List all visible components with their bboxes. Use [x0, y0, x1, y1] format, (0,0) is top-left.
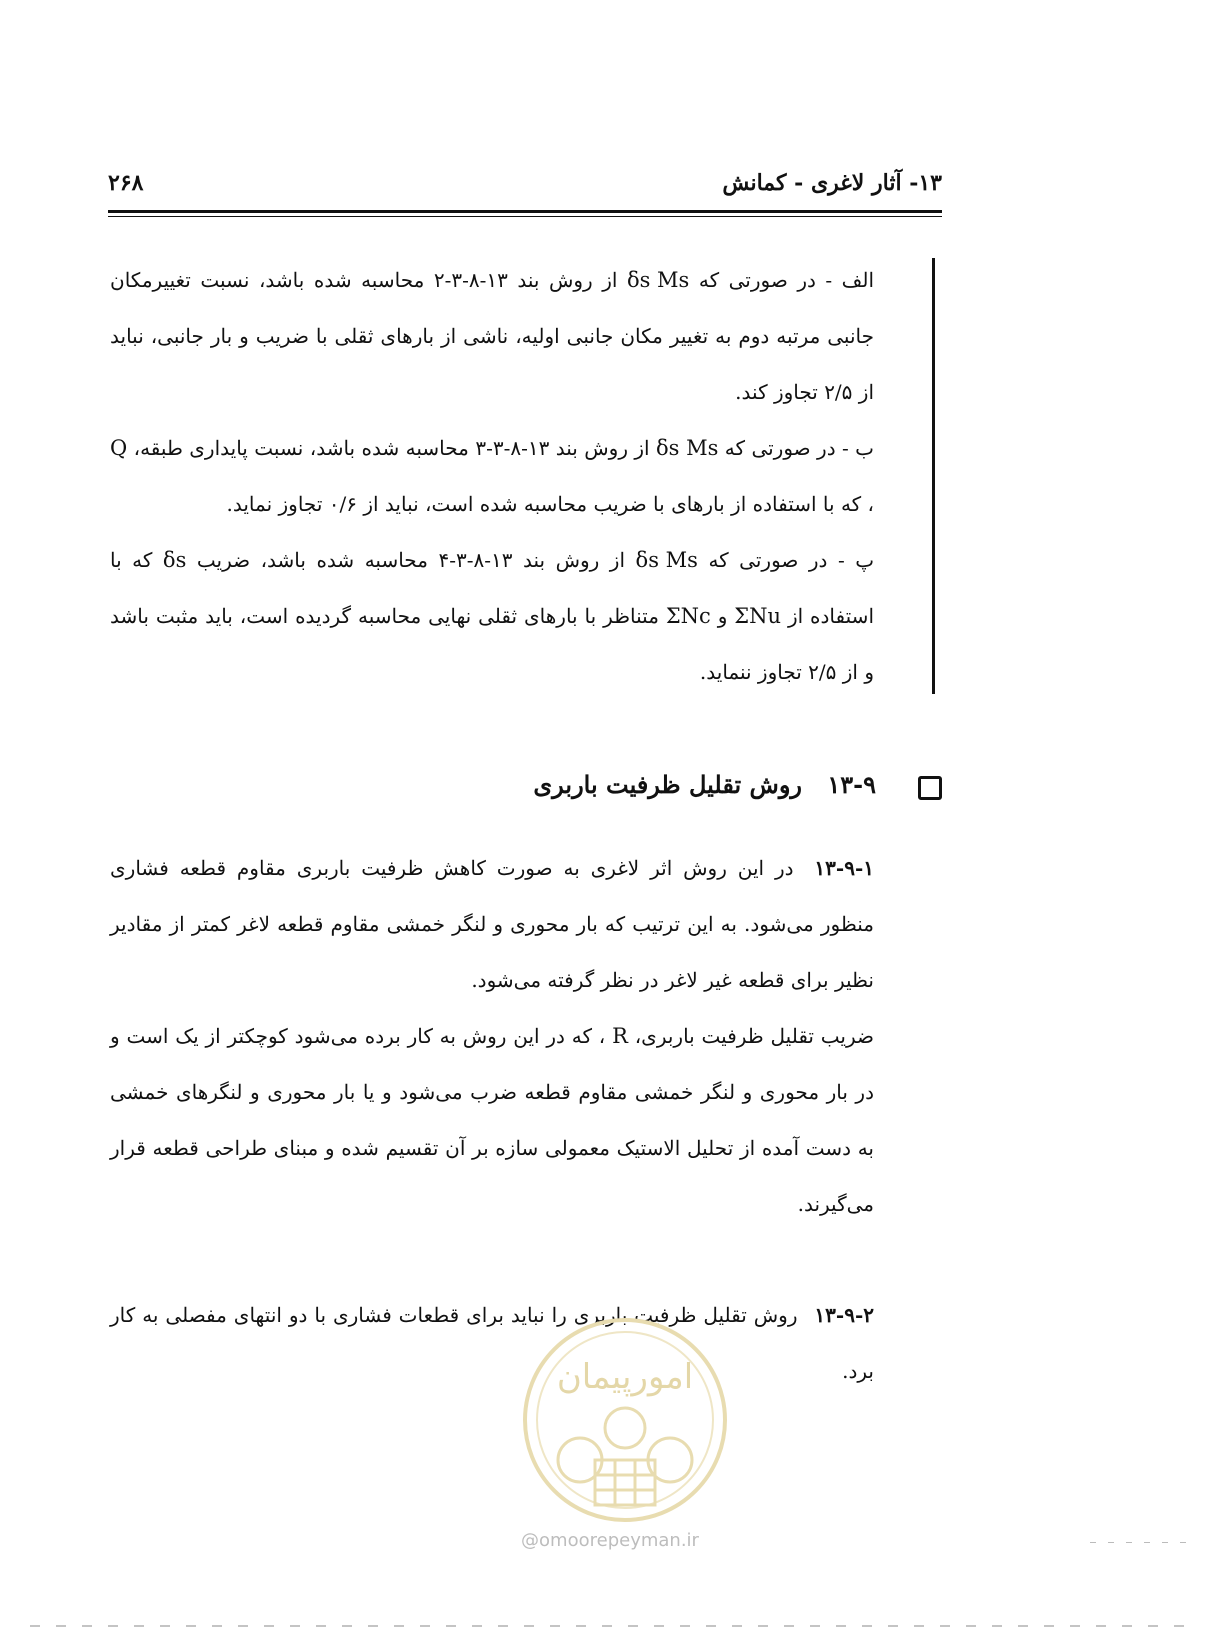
conditions-block — [110, 252, 874, 700]
condition-c — [110, 532, 874, 700]
watermark-stamp-logo — [520, 1310, 730, 1530]
condition-c-and: و — [717, 604, 728, 628]
scan-artifact — [1090, 1542, 1190, 1543]
clause-13-9-2-para — [110, 1287, 874, 1399]
page-header — [108, 170, 942, 200]
math-q: Q — [110, 436, 128, 460]
clause-text: روش تقلیل ظرفیت باربری را نباید برای قطعات فشاری با دو انتهای مفصلی به کار برد. — [110, 1303, 874, 1383]
clause-number: ۱۳-۹-۱ — [814, 856, 874, 880]
scan-artifact — [30, 1625, 1190, 1627]
math-delta-ms: δs Ms — [656, 436, 719, 460]
condition-c-lead: پ - در صورتی که — [708, 548, 875, 572]
condition-a-lead: الف - در صورتی که — [698, 268, 875, 292]
clause-13-9-1-para-2 — [110, 1008, 874, 1232]
page-number: ۲۶۸ — [108, 170, 144, 196]
header-rule-thin — [108, 216, 942, 217]
condition-c-text-2: که با استفاده از — [110, 548, 874, 628]
clause-13-9-2 — [110, 1287, 874, 1399]
condition-c-text: از روش بند ۱۳-۸-۳-۴ محاسبه شده باشد، ضریب — [196, 548, 626, 572]
condition-b — [110, 420, 874, 532]
math-sum-nu: ΣNu — [734, 604, 782, 628]
section-title: روش تقلیل ظرفیت باربری — [533, 770, 802, 799]
clause-text-rest: ، که در این روش به کار برده می‌شود کوچکتر از یک است و در بار محوری و لنگر خمشی مقاوم قطعه ضرب می‌شود و یا بار محوری و لنگرهای خمشی به دست آمده از تحلیل الاستیک معمولی سازه بر آن تقسیم شده و مبنای طراحی قطعه قرار می‌گیرند. — [110, 1024, 874, 1216]
change-bar — [932, 258, 935, 694]
math-delta-s: δs — [162, 548, 187, 572]
math-delta-ms: δs Ms — [626, 268, 690, 292]
clause-13-9-1-para-1 — [110, 840, 874, 1008]
math-delta-ms: δs Ms — [635, 548, 698, 572]
math-r: R — [612, 1024, 628, 1048]
section-heading — [430, 770, 942, 810]
header-rule-thick — [108, 210, 942, 213]
condition-b-lead: ب - در صورتی که — [724, 436, 875, 460]
section-number: ۱۳-۹ — [827, 770, 876, 799]
condition-c-text-end: متناظر با بارهای ثقلی نهایی محاسبه گردیده است، باید مثبت باشد و از ۲/۵ تجاوز ننماید. — [110, 604, 874, 684]
checkbox-square-icon — [918, 776, 942, 800]
condition-a-text: از روش بند ۱۳-۸-۳-۲ محاسبه شده باشد، نسبت تغییرمکان جانبی مرتبه دوم به تغییر مکان جانبی اولیه، ناشی از بارهای ثقلی با ضریب و بار جانبی، نباید از ۲/۵ تجاوز کند. — [110, 268, 874, 404]
condition-b-text: از روش بند ۱۳-۸-۳-۳ محاسبه شده باشد، نسبت پایداری طبقه، — [133, 436, 650, 460]
clause-text: در این روش اثر لاغری به صورت کاهش ظرفیت باربری مقاوم قطعه فشاری منظور می‌شود. به این ترتیب که بار محوری و لنگر خمشی مقاوم قطعه لاغر کمتر از مقادیر نظیر برای قطعه غیر لاغر در نظر گرفته می‌شود. — [110, 856, 874, 992]
clause-text-lead: ضریب تقلیل ظرفیت باربری، — [634, 1024, 875, 1048]
clause-13-9-1 — [110, 840, 874, 1232]
chapter-title: ۱۳- آثار لاغری - کمانش — [722, 170, 942, 196]
math-sum-nc: ΣNc — [665, 604, 711, 628]
stamp-text: امورپیمان — [556, 1357, 694, 1397]
condition-a — [110, 252, 874, 420]
clause-number: ۱۳-۹-۲ — [814, 1303, 874, 1327]
condition-b-text-end: ، که با استفاده از بارهای با ضریب محاسبه شده است، نباید از ۰/۶ تجاوز نماید. — [226, 492, 874, 516]
watermark-site: @ omoorepeyman.ir — [500, 1530, 720, 1551]
